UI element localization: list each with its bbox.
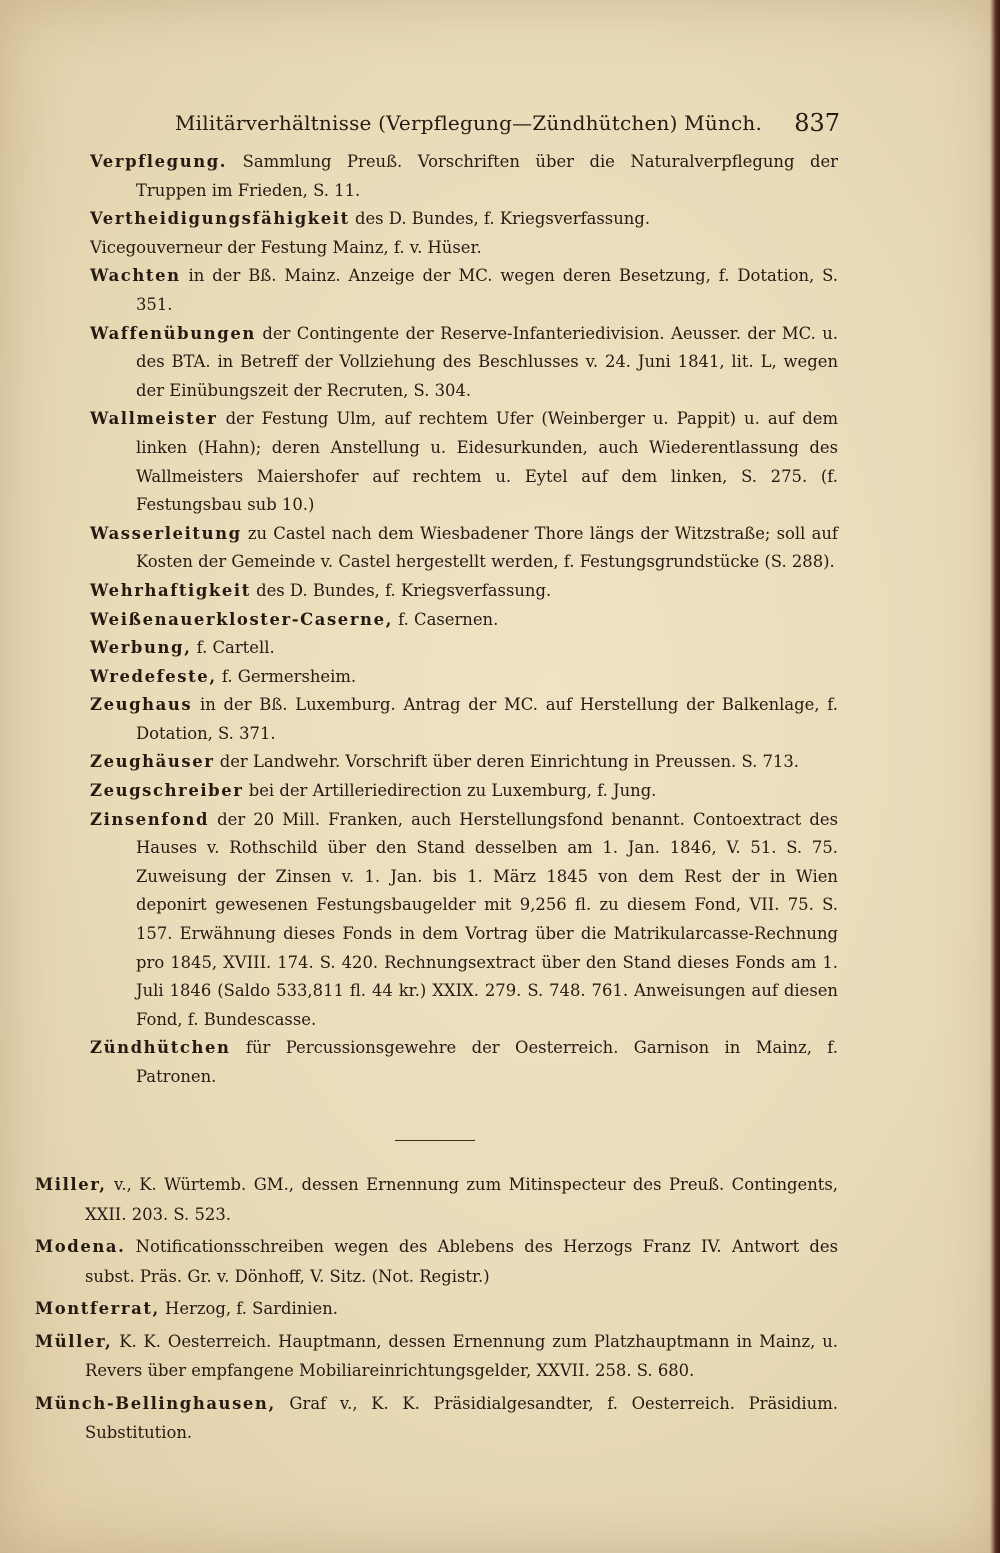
- entry-text: der Landwehr. Vorschrift über deren Einrichtung in Preussen. S. 713.: [214, 752, 799, 772]
- entry-term: Zeugschreiber: [90, 781, 244, 801]
- entry-text: der Festung Ulm, auf rechtem Ufer (Weinberger u. Pappit) u. auf dem linken (Hahn); deren Anstellung u. Eidesurkunden, auch Wiederentlassung des Wallmeisters Maiershofer auf rechtem u. Eytel auf dem linken, S. 275. (f. Festungsbau sub 10.): [136, 409, 838, 515]
- entry-text: in der Bß. Mainz. Anzeige der MC. wegen deren Besetzung, f. Dotation, S. 351.: [136, 266, 838, 314]
- index-entry: [90, 234, 838, 263]
- entry-text: Herzog, f. Sardinien.: [159, 1299, 339, 1318]
- index-entry: [90, 405, 838, 519]
- entry-text: für Percussionsgewehre der Oesterreich. Garnison in Mainz, f. Patronen.: [136, 1038, 838, 1086]
- index-entry: [35, 1327, 838, 1386]
- entry-term: Münch-Bellinghausen,: [35, 1393, 276, 1413]
- entry-text: f. Germersheim.: [216, 666, 357, 686]
- entry-term: Werbung,: [90, 638, 192, 658]
- index-entry: [90, 148, 838, 205]
- entry-term: Müller,: [35, 1331, 113, 1351]
- entry-text: f. Cartell.: [191, 638, 275, 658]
- page-number: 837: [794, 109, 840, 137]
- entry-term: Wallmeister: [90, 409, 218, 429]
- entry-text: f. Casernen.: [392, 609, 499, 629]
- entry-text: zu Castel nach dem Wiesbadener Thore längs der Witzstraße; soll auf Kosten der Gemeinde v. Castel hergestellt werden, f. Festungsgrundstücke (S. 288).: [136, 523, 838, 572]
- index-entry: [90, 748, 838, 777]
- index-entry: [35, 1389, 838, 1448]
- index-entry: [90, 663, 838, 692]
- index-entry: [90, 205, 838, 234]
- index-entry: [35, 1232, 838, 1291]
- entry-term: Zeughaus: [90, 695, 193, 715]
- entry-text: der Contingente der Reserve-Infanteriedivision. Aeusser. der MC. u. des BTA. in Betreff der Vollziehung des Beschlusses v. 24. Juni 1841, lit. L, wegen der Einübungszeit der Recruten, S. 304.: [136, 323, 838, 400]
- entry-text: v., K. Würtemb. GM., dessen Ernennung zum Mitinspecteur des Preuß. Contingents, XXII. 203. S. 523.: [85, 1175, 838, 1224]
- running-header: [175, 105, 840, 145]
- index-entries: [90, 148, 838, 1092]
- entry-term: Montferrat,: [35, 1299, 160, 1318]
- entry-text: des D. Bundes, f. Kriegsverfassung.: [349, 209, 651, 229]
- entry-text: des D. Bundes, f. Kriegsverfassung.: [250, 580, 552, 600]
- header-title: Militärverhältnisse (Verpflegung—Zündhütchen) Münch.: [175, 111, 763, 135]
- index-entry: [90, 1034, 838, 1091]
- index-entry: [90, 806, 838, 1035]
- entry-text: bei der Artilleriedirection zu Luxemburg, f. Jung.: [243, 781, 657, 801]
- entry-term: Wasserleitung: [90, 523, 242, 543]
- index-entry: [90, 262, 838, 319]
- entry-term: Weißenauerkloster-Caserne,: [90, 609, 393, 629]
- entry-term: Wredefeste,: [90, 666, 217, 686]
- index-entry: [90, 634, 838, 663]
- entry-text: K. K. Oesterreich. Hauptmann, dessen Ernennung zum Platzhauptmann in Mainz, u. Revers über empfangene Mobiliareinrichtungsgelder, XXVII. 258. S. 680.: [85, 1331, 838, 1380]
- entry-term: Vertheidigungsfähigkeit: [90, 209, 350, 229]
- entry-term: Zeughäuser: [90, 752, 215, 772]
- page-edge: [990, 0, 1000, 1553]
- index-entries-names: [35, 1170, 838, 1451]
- index-entry: [90, 606, 838, 635]
- entry-text: Graf v., K. K. Präsidialgesandter, f. Oesterreich. Präsidium. Substitution.: [85, 1393, 838, 1442]
- entry-text: Notificationsschreiben wegen des Ablebens des Herzogs Franz IV. Antwort des subst. Präs. Gr. v. Dönhoff, V. Sitz. (Not. Registr.): [85, 1237, 838, 1286]
- index-entry: [90, 777, 838, 806]
- entry-text: in der Bß. Luxemburg. Antrag der MC. auf Herstellung der Balkenlage, f. Dotation, S. 371.: [136, 695, 838, 743]
- entry-term: Zündhütchen: [90, 1038, 231, 1058]
- section-divider: [395, 1140, 475, 1141]
- entry-term: Wehrhaftigkeit: [90, 580, 251, 600]
- entry-term: Wachten: [90, 266, 181, 286]
- entry-text: Sammlung Preuß. Vorschriften über die Naturalverpflegung der Truppen im Frieden, S. 11.: [136, 152, 838, 200]
- entry-term: Zinsenfond: [90, 809, 210, 829]
- entry-term: Waffenübungen: [90, 323, 256, 343]
- index-entry: [90, 320, 838, 406]
- index-entry: [35, 1294, 838, 1324]
- entry-text: Vicegouverneur der Festung Mainz, f. v. Hüser.: [90, 237, 482, 257]
- index-entry: [90, 520, 838, 577]
- entry-text: der 20 Mill. Franken, auch Herstellungsfond benannt. Contoextract des Hauses v. Rothschild über den Stand desselben am 1. Jan. 1846, V. 51. S. 75. Zuweisung der Zinsen v. 1. Jan. bis 1. März 1845 von dem Rest der in Wien deponirt gewesenen Festungsbaugelder mit 9,256 fl. zu diesem Fond, VII. 75. S. 157. Erwähnung dieses Fonds in dem Vortrag über die Matrikularcasse-Rechnung pro 1845, XVIII. 174. S. 420. Rechnungsextract über den Stand dieses Fonds am 1. Juli 1846 (Saldo 533,811 fl. 44 kr.) XXIX. 279. S. 748. 761. Anweisungen auf diesen Fond, f. Bundescasse.: [136, 809, 838, 1029]
- index-entry: [90, 577, 838, 606]
- entry-term: Miller,: [35, 1175, 107, 1194]
- index-entry: [90, 691, 838, 748]
- entry-term: Verpflegung.: [90, 152, 228, 171]
- index-entry: [35, 1170, 838, 1229]
- entry-term: Modena.: [35, 1237, 126, 1256]
